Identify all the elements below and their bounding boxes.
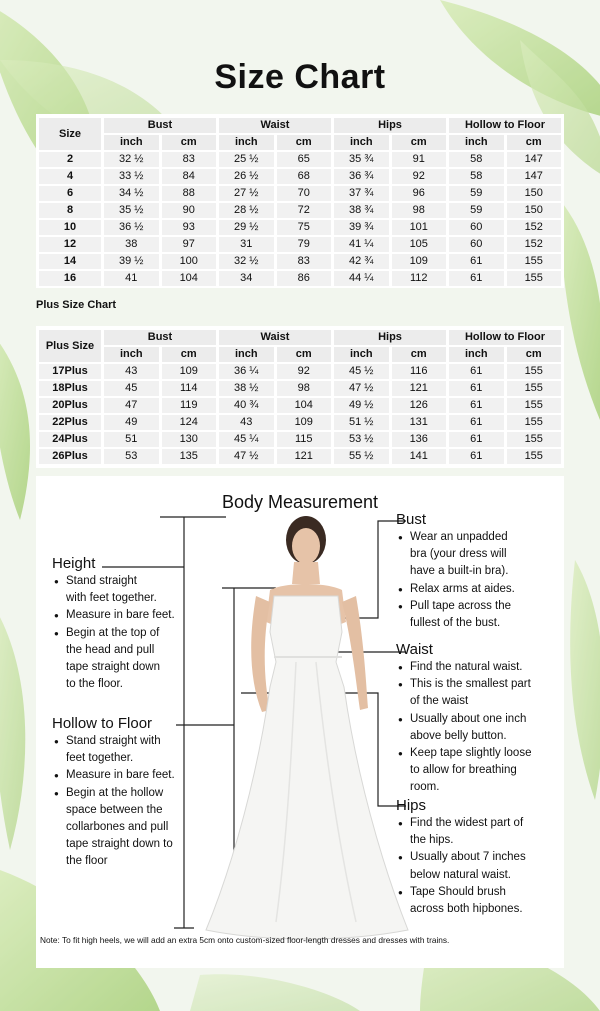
bullet-icon: ● <box>398 680 403 690</box>
waist-item-text: Usually about one inch above belly button. <box>410 712 527 742</box>
size-cell: 8 <box>39 203 101 218</box>
table-cell: 36 ½ <box>104 220 159 235</box>
height-item-text: Stand straight with feet together. <box>66 575 157 605</box>
table-cell: 104 <box>277 398 332 413</box>
table-cell: 58 <box>449 169 504 184</box>
unit-header: inch <box>219 347 274 362</box>
plus-size-heading: Plus Size Chart <box>36 299 117 311</box>
table-cell: 42 ¾ <box>334 254 389 269</box>
table-cell: 53 <box>104 449 159 464</box>
bust-item <box>396 581 564 598</box>
unit-header: cm <box>507 135 562 150</box>
bullet-icon: ● <box>54 737 59 746</box>
group-header: Hollow to Floor <box>449 118 561 133</box>
size-column-header: Plus Size <box>39 330 101 362</box>
table-cell: 86 <box>277 271 332 286</box>
table-cell: 90 <box>162 203 217 218</box>
waist-item-text: Keep tape slightly loose to allow for breathing room. <box>410 747 532 794</box>
hollow-item-text: Measure in bare feet. <box>66 769 175 782</box>
size-cell: 26Plus <box>39 449 101 464</box>
size-cell: 17Plus <box>39 364 101 379</box>
page-title: Size Chart <box>214 58 386 96</box>
table-cell: 37 ¾ <box>334 186 389 201</box>
table-cell: 43 <box>104 364 159 379</box>
table-row <box>39 449 561 464</box>
height-item-text: Begin at the top of the head and pull tape straight down to the floor. <box>66 626 160 691</box>
bullet-icon: ● <box>398 663 403 672</box>
table-cell: 41 ¼ <box>334 237 389 252</box>
table-cell: 61 <box>449 449 504 464</box>
table-cell: 36 ¼ <box>219 364 274 379</box>
table-cell: 61 <box>449 364 504 379</box>
unit-header: cm <box>392 135 447 150</box>
table-cell: 51 <box>104 432 159 447</box>
table-cell: 45 <box>104 381 159 396</box>
table-cell: 147 <box>507 169 562 184</box>
table-cell: 96 <box>392 186 447 201</box>
bust-section <box>396 511 564 632</box>
table-row <box>39 254 561 269</box>
size-column-header: Size <box>39 118 101 150</box>
size-cell: 2 <box>39 152 101 167</box>
table-cell: 109 <box>277 415 332 430</box>
unit-header: inch <box>219 135 274 150</box>
unit-header: inch <box>334 135 389 150</box>
table-cell: 45 ½ <box>334 364 389 379</box>
table-cell: 65 <box>277 152 332 167</box>
height-heading: Height <box>52 555 96 572</box>
table-cell: 155 <box>507 381 562 396</box>
size-cell: 16 <box>39 271 101 286</box>
size-table <box>36 116 564 288</box>
height-item <box>52 573 192 607</box>
hips-section <box>396 797 564 918</box>
unit-header: inch <box>449 135 504 150</box>
group-header: Bust <box>104 118 216 133</box>
table-cell: 83 <box>162 152 217 167</box>
bullet-icon: ● <box>398 749 403 759</box>
height-item-text: Measure in bare feet. <box>66 609 175 622</box>
group-header: Waist <box>219 118 331 133</box>
table-cell: 61 <box>449 415 504 430</box>
table-cell: 84 <box>162 169 217 184</box>
body-measurement-panel <box>36 476 564 968</box>
table-cell: 60 <box>449 237 504 252</box>
size-chart-panel <box>36 114 564 288</box>
plus-size-table <box>36 328 564 466</box>
table-cell: 121 <box>277 449 332 464</box>
bullet-icon: ● <box>54 771 59 781</box>
waist-item <box>396 711 564 745</box>
waist-item-text: This is the smallest part of the waist <box>410 678 531 708</box>
bullet-icon: ● <box>398 819 403 828</box>
unit-row <box>39 347 561 362</box>
table-cell: 59 <box>449 203 504 218</box>
table-cell: 155 <box>507 254 562 269</box>
bust-item <box>396 598 564 632</box>
bullet-icon: ● <box>398 601 403 611</box>
bullet-icon: ● <box>54 611 59 621</box>
table-row <box>39 398 561 413</box>
model-figure <box>196 512 416 942</box>
table-cell: 47 ½ <box>334 381 389 396</box>
size-cell: 18Plus <box>39 381 101 396</box>
table-cell: 31 <box>219 237 274 252</box>
unit-header: cm <box>162 347 217 362</box>
height-item <box>52 625 192 694</box>
table-cell: 61 <box>449 271 504 286</box>
table-cell: 38 ¾ <box>334 203 389 218</box>
table-cell: 88 <box>162 186 217 201</box>
waist-item <box>396 745 564 797</box>
hollow-item <box>52 767 202 784</box>
size-cell: 10 <box>39 220 101 235</box>
hollow-item-text: Begin at the hollow space between the collarbones and pull tape straight down to the floor <box>66 786 173 868</box>
bust-item-text: Relax arms at aides. <box>410 582 515 595</box>
table-row <box>39 415 561 430</box>
table-row <box>39 220 561 235</box>
table-cell: 45 ¼ <box>219 432 274 447</box>
table-cell: 104 <box>162 271 217 286</box>
footnote: Note: To fit high heels, we will add an extra 5cm onto custom-sized floor-length dresses and dresses with trains. <box>40 935 450 945</box>
bullet-icon: ● <box>54 628 59 638</box>
table-cell: 47 ½ <box>219 449 274 464</box>
group-header: Hips <box>334 118 446 133</box>
table-cell: 51 ½ <box>334 415 389 430</box>
table-cell: 43 <box>219 415 274 430</box>
table-cell: 35 ¾ <box>334 152 389 167</box>
bullet-icon: ● <box>54 577 59 586</box>
hollow-to-floor-section <box>52 715 202 871</box>
table-cell: 28 ½ <box>219 203 274 218</box>
hollow-item <box>52 733 202 767</box>
table-cell: 79 <box>277 237 332 252</box>
table-cell: 34 <box>219 271 274 286</box>
table-cell: 136 <box>392 432 447 447</box>
bust-item-text: Wear an unpadded bra (your dress will have a built-in bra). <box>410 531 509 578</box>
table-cell: 35 ½ <box>104 203 159 218</box>
table-row <box>39 432 561 447</box>
table-cell: 91 <box>392 152 447 167</box>
table-cell: 27 ½ <box>219 186 274 201</box>
unit-row <box>39 135 561 150</box>
unit-header: cm <box>392 347 447 362</box>
group-header: Hips <box>334 330 446 345</box>
header-row <box>39 330 561 345</box>
table-cell: 61 <box>449 381 504 396</box>
table-cell: 83 <box>277 254 332 269</box>
table-cell: 155 <box>507 449 562 464</box>
table-cell: 155 <box>507 398 562 413</box>
table-cell: 44 ¼ <box>334 271 389 286</box>
header-row <box>39 118 561 133</box>
group-header: Hollow to Floor <box>449 330 561 345</box>
table-cell: 47 <box>104 398 159 413</box>
table-cell: 101 <box>392 220 447 235</box>
table-cell: 72 <box>277 203 332 218</box>
size-cell: 22Plus <box>39 415 101 430</box>
hollow-item-text: Stand straight with feet together. <box>66 735 161 765</box>
table-row <box>39 381 561 396</box>
hips-item-text: Find the widest part of the hips. <box>410 817 524 847</box>
bullet-icon: ● <box>398 853 403 863</box>
table-cell: 33 ½ <box>104 169 159 184</box>
group-header: Waist <box>219 330 331 345</box>
table-cell: 116 <box>392 364 447 379</box>
table-cell: 98 <box>392 203 447 218</box>
table-cell: 150 <box>507 186 562 201</box>
table-cell: 55 ½ <box>334 449 389 464</box>
table-cell: 38 ½ <box>219 381 274 396</box>
table-row <box>39 186 561 201</box>
table-cell: 32 ½ <box>104 152 159 167</box>
hips-item <box>396 849 564 883</box>
table-cell: 135 <box>162 449 217 464</box>
table-cell: 59 <box>449 186 504 201</box>
size-cell: 24Plus <box>39 432 101 447</box>
hips-heading: Hips <box>396 797 427 814</box>
table-row <box>39 237 561 252</box>
group-header: Bust <box>104 330 216 345</box>
hips-item <box>396 884 564 918</box>
bullet-icon: ● <box>398 714 403 724</box>
bullet-icon: ● <box>54 788 59 798</box>
table-cell: 141 <box>392 449 447 464</box>
table-cell: 32 ½ <box>219 254 274 269</box>
bullet-icon: ● <box>398 533 403 542</box>
table-cell: 121 <box>392 381 447 396</box>
table-cell: 61 <box>449 432 504 447</box>
hips-item-text: Usually about 7 inches below natural waist. <box>410 851 526 881</box>
bullet-icon: ● <box>398 887 403 897</box>
waist-item-text: Find the natural waist. <box>410 661 523 673</box>
size-cell: 14 <box>39 254 101 269</box>
size-cell: 12 <box>39 237 101 252</box>
table-cell: 147 <box>507 152 562 167</box>
table-cell: 36 ¾ <box>334 169 389 184</box>
hips-item <box>396 815 564 849</box>
table-cell: 34 ½ <box>104 186 159 201</box>
table-cell: 29 ½ <box>219 220 274 235</box>
table-cell: 155 <box>507 415 562 430</box>
dress-icon <box>206 516 408 939</box>
waist-item <box>396 676 564 710</box>
table-cell: 38 <box>104 237 159 252</box>
table-cell: 41 <box>104 271 159 286</box>
table-cell: 112 <box>392 271 447 286</box>
table-row <box>39 271 561 286</box>
unit-header: cm <box>277 135 332 150</box>
bust-heading: Bust <box>396 511 427 528</box>
table-cell: 100 <box>162 254 217 269</box>
table-cell: 58 <box>449 152 504 167</box>
table-cell: 131 <box>392 415 447 430</box>
bullet-icon: ● <box>398 584 403 594</box>
table-cell: 114 <box>162 381 217 396</box>
height-item <box>52 607 192 624</box>
waist-section <box>396 641 564 797</box>
table-cell: 92 <box>277 364 332 379</box>
table-cell: 109 <box>162 364 217 379</box>
table-cell: 26 ½ <box>219 169 274 184</box>
table-row <box>39 364 561 379</box>
table-cell: 130 <box>162 432 217 447</box>
table-cell: 155 <box>507 432 562 447</box>
table-cell: 155 <box>507 364 562 379</box>
table-cell: 40 ¾ <box>219 398 274 413</box>
table-row <box>39 152 561 167</box>
table-cell: 92 <box>392 169 447 184</box>
unit-header: inch <box>334 347 389 362</box>
waist-item <box>396 659 564 676</box>
unit-header: cm <box>162 135 217 150</box>
table-cell: 75 <box>277 220 332 235</box>
hollow-to-floor-heading: Hollow to Floor <box>52 715 153 732</box>
height-section <box>52 555 192 693</box>
size-cell: 4 <box>39 169 101 184</box>
table-cell: 152 <box>507 237 562 252</box>
table-cell: 70 <box>277 186 332 201</box>
unit-header: inch <box>449 347 504 362</box>
table-cell: 155 <box>507 271 562 286</box>
table-cell: 39 ¾ <box>334 220 389 235</box>
table-cell: 105 <box>392 237 447 252</box>
table-cell: 53 ½ <box>334 432 389 447</box>
table-cell: 126 <box>392 398 447 413</box>
unit-header: inch <box>104 347 159 362</box>
table-cell: 93 <box>162 220 217 235</box>
bust-item-text: Pull tape across the fullest of the bust. <box>410 599 512 630</box>
table-cell: 98 <box>277 381 332 396</box>
table-row <box>39 169 561 184</box>
table-cell: 25 ½ <box>219 152 274 167</box>
size-cell: 20Plus <box>39 398 101 413</box>
table-cell: 119 <box>162 398 217 413</box>
table-cell: 49 ½ <box>334 398 389 413</box>
hollow-item <box>52 785 202 871</box>
table-cell: 152 <box>507 220 562 235</box>
bust-item <box>396 529 564 581</box>
table-row <box>39 203 561 218</box>
table-cell: 97 <box>162 237 217 252</box>
table-cell: 39 ½ <box>104 254 159 269</box>
table-cell: 61 <box>449 398 504 413</box>
table-cell: 109 <box>392 254 447 269</box>
table-cell: 115 <box>277 432 332 447</box>
table-cell: 150 <box>507 203 562 218</box>
table-cell: 61 <box>449 254 504 269</box>
waist-heading: Waist <box>396 641 433 658</box>
body-measurement-title: Body Measurement <box>221 492 379 512</box>
unit-header: cm <box>507 347 562 362</box>
table-cell: 68 <box>277 169 332 184</box>
unit-header: cm <box>277 347 332 362</box>
plus-size-chart-panel <box>36 326 564 468</box>
hips-item-text: Tape Should brush across both hipbones. <box>410 885 523 916</box>
unit-header: inch <box>104 135 159 150</box>
size-cell: 6 <box>39 186 101 201</box>
table-cell: 60 <box>449 220 504 235</box>
table-cell: 49 <box>104 415 159 430</box>
table-cell: 124 <box>162 415 217 430</box>
